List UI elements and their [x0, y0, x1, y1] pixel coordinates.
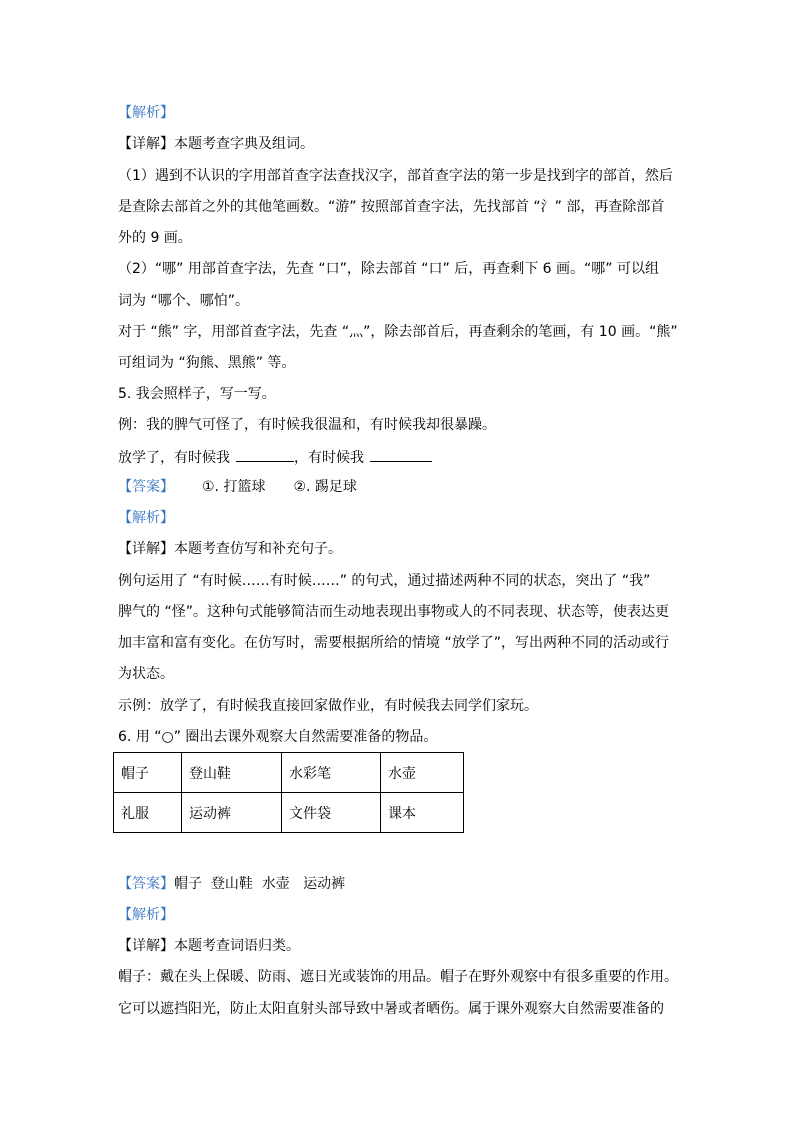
- answer-tag: 【答案】: [118, 876, 174, 892]
- answer-blank-1: [236, 447, 294, 462]
- answer-item-2: ②. 踢足球: [293, 479, 357, 495]
- table-cell: 运动裤: [182, 793, 282, 833]
- detail-tag: 【详解】: [118, 541, 174, 557]
- table-row: [114, 753, 464, 793]
- detail-tag: 【详解】: [118, 136, 174, 152]
- paragraph-line: 词为 “哪个、哪怕”。: [118, 293, 249, 309]
- analysis-tag: 【解析】: [118, 907, 174, 923]
- fill-in-prompt: [118, 447, 432, 467]
- answer-line: [118, 478, 357, 496]
- table-cell: 水壶: [381, 753, 464, 793]
- paragraph-line: 外的 9 画。: [118, 230, 192, 246]
- prompt-part-b: ，有时候我: [294, 450, 364, 466]
- paragraph-line: 例句运用了 “有时候……有时候……” 的句式，通过描述两种不同的状态，突出了 “我”: [118, 573, 651, 589]
- table-row: [114, 793, 464, 833]
- analysis-tag: 【解析】: [118, 510, 174, 526]
- sample-sentence: 示例：放学了，有时候我直接回家做作业，有时候我去同学们家玩。: [118, 698, 538, 714]
- items-table: [113, 752, 464, 833]
- prompt-part-a: 放学了，有时候我: [118, 450, 230, 466]
- answer-item-1: ①. 打篮球: [202, 479, 266, 495]
- answer-line: [118, 875, 345, 893]
- paragraph-line: 是查除去部首之外的其他笔画数。“游” 按照部首查字法，先找部首 “氵” 部，再查除部首: [118, 199, 665, 215]
- detail-line: [118, 937, 300, 955]
- table-cell: 课本: [381, 793, 464, 833]
- answer-blank-2: [370, 447, 432, 462]
- detail-text: 本题考查仿写和补充句子。: [174, 541, 342, 557]
- example-sentence: 例：我的脾气可怪了，有时候我很温和，有时候我却很暴躁。: [118, 417, 496, 433]
- answer-text: 帽子 登山鞋 水壶 运动裤: [174, 876, 346, 892]
- table-cell: 礼服: [114, 793, 182, 833]
- paragraph-line: 为状态。: [118, 666, 174, 682]
- paragraph-line: 对于 “熊” 字，用部首查字法，先查 “灬”，除去部首后，再查剩余的笔画，有 10 画。“熊”: [118, 324, 678, 340]
- answer-tag: 【答案】: [118, 479, 174, 495]
- paragraph-line: 可组词为 “狗熊、黑熊” 等。: [118, 355, 296, 371]
- paragraph-line: 它可以遮挡阳光，防止太阳直射头部导致中暑或者晒伤。属于课外观察大自然需要准备的: [118, 1001, 664, 1017]
- detail-text: 本题考查词语归类。: [174, 938, 300, 954]
- question-title: 6. 用 “○” 圈出去课外观察大自然需要准备的物品。: [118, 729, 438, 745]
- paragraph-line: 帽子：戴在头上保暖、防雨、遮日光或装饰的用品。帽子在野外观察中有很多重要的作用。: [118, 969, 678, 985]
- paragraph-line: 加丰富和富有变化。在仿写时，需要根据所给的情境 “放学了”，写出两种不同的活动或行: [118, 635, 669, 651]
- paragraph-line: （2）“哪” 用部首查字法，先查 “口”，除去部首 “口” 后，再查剩下 6 画。“哪” 可以组: [118, 261, 659, 277]
- analysis-tag: 【解析】: [118, 105, 174, 121]
- table-cell: 文件袋: [282, 793, 381, 833]
- paragraph-line: （1）遇到不认识的字用部首查字法查找汉字，部首查字法的第一步是找到字的部首，然后: [118, 168, 673, 184]
- detail-tag: 【详解】: [118, 938, 174, 954]
- detail-text: 本题考查字典及组词。: [174, 136, 314, 152]
- table-cell: 帽子: [114, 753, 182, 793]
- question-title: 5. 我会照样子，写一写。: [118, 386, 276, 402]
- detail-line: [118, 135, 314, 153]
- paragraph-line: 脾气的 “怪”。这种句式能够简洁而生动地表现出事物或人的不同表现、状态等，使表达更: [118, 604, 669, 620]
- table-cell: 登山鞋: [182, 753, 282, 793]
- detail-line: [118, 540, 342, 558]
- table-cell: 水彩笔: [282, 753, 381, 793]
